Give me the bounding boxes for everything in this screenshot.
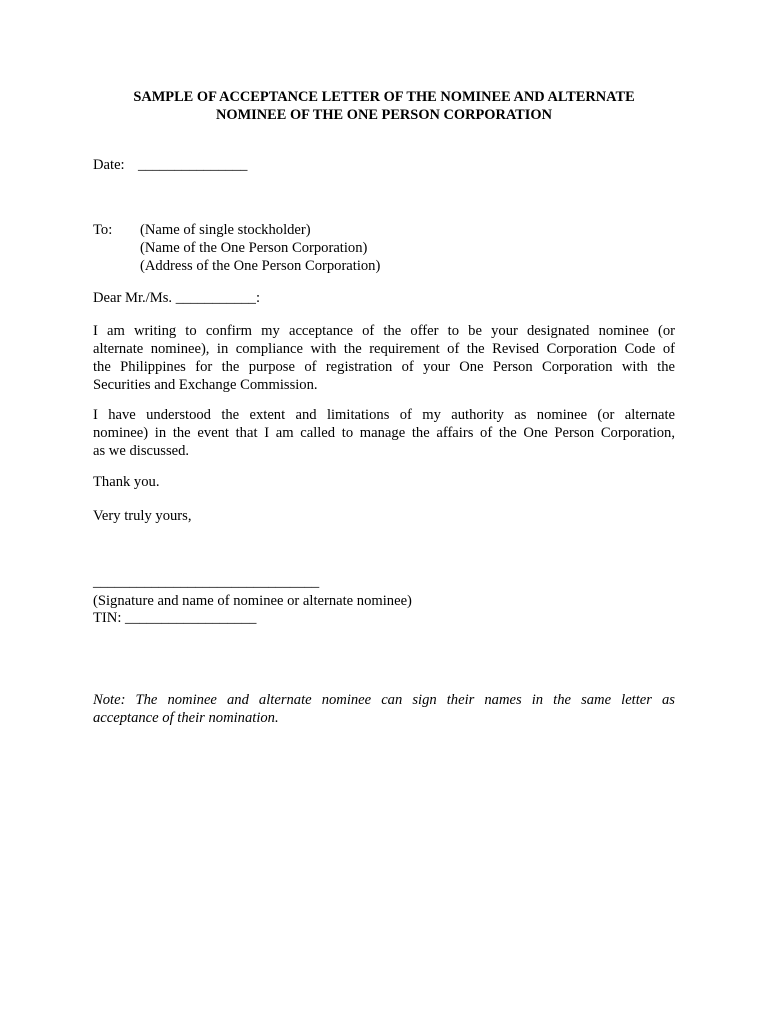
paragraph-line: I am writing to confirm my acceptance of the offer to be your designated nominee (or (93, 323, 675, 339)
paragraph-line: I have understood the extent and limitations of my authority as nominee (or alternate (93, 407, 675, 423)
paragraph-authority (93, 406, 675, 460)
paragraph-acceptance (93, 322, 675, 394)
document-title-line-1: SAMPLE OF ACCEPTANCE LETTER OF THE NOMINEE AND ALTERNATE (133, 89, 635, 105)
date-label: Date: (93, 157, 125, 173)
paragraph-line: alternate nominee), in compliance with the requirement of the Revised Corporation Code of (93, 341, 675, 357)
signature-caption: (Signature and name of nominee or alternate nominee) (93, 593, 412, 609)
document-title-line-2: NOMINEE OF THE ONE PERSON CORPORATION (216, 107, 552, 123)
paragraph-line: Securities and Exchange Commission. (93, 377, 318, 393)
recipient-stockholder-name: (Name of single stockholder) (140, 222, 311, 238)
salutation: Dear Mr./Ms. ___________: (93, 290, 261, 306)
recipient-corporation-name: (Name of the One Person Corporation) (140, 240, 368, 256)
tin-field: TIN: __________________ (93, 610, 257, 626)
note-line: Note: The nominee and alternate nominee can sign their names in the same letter as (93, 692, 675, 708)
paragraph-line: as we discussed. (93, 443, 190, 459)
paragraph-line: the Philippines for the purpose of registration of your One Person Corporation with the (93, 359, 675, 375)
date-blank: _______________ (138, 157, 248, 173)
paragraph-line: nominee) in the event that I am called to manage the affairs of the One Person Corporation, (93, 425, 675, 441)
note-line: acceptance of their nomination. (93, 710, 279, 726)
thank-you: Thank you. (93, 474, 160, 490)
closing: Very truly yours, (93, 508, 192, 524)
note (93, 691, 675, 727)
signature-line: _______________________________ (93, 574, 320, 590)
recipient-corporation-address: (Address of the One Person Corporation) (140, 258, 381, 274)
to-label: To: (93, 222, 113, 238)
